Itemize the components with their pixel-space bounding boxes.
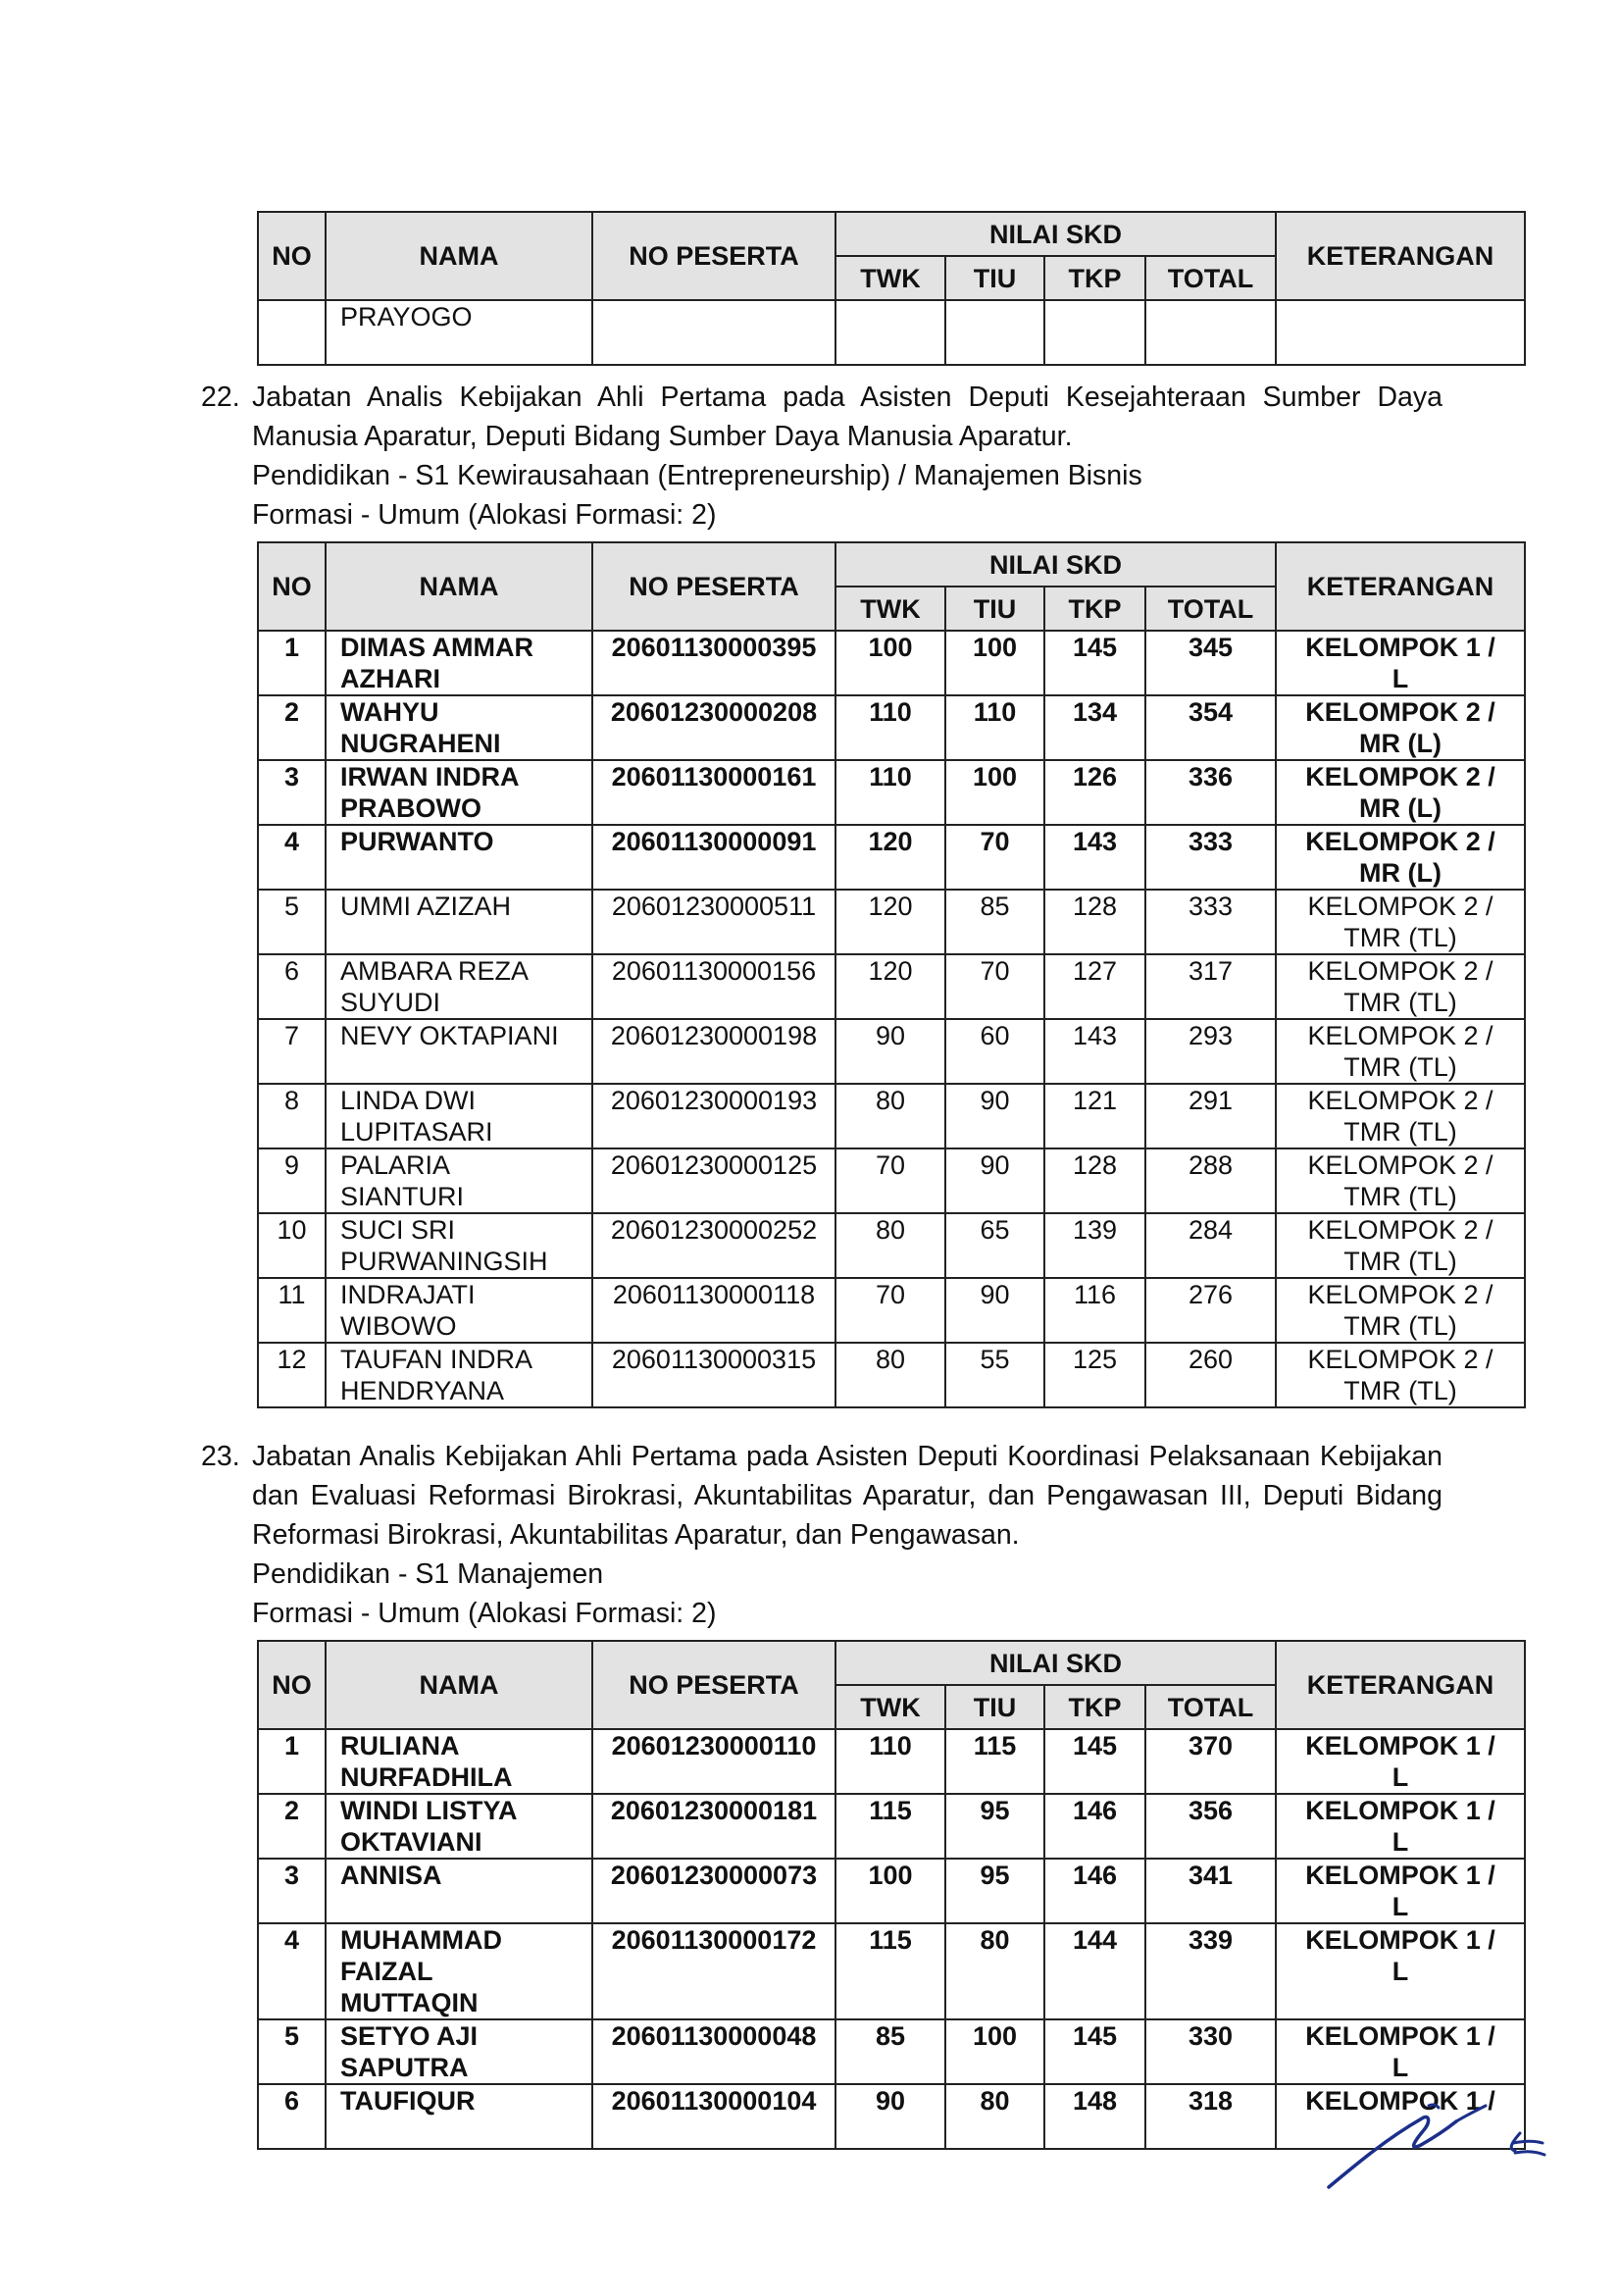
header-nilai-skd: NILAI SKD xyxy=(835,542,1276,587)
cell-twk: 120 xyxy=(835,954,945,1019)
cell-no-peserta: 20601230000252 xyxy=(592,1213,835,1278)
cell-twk: 70 xyxy=(835,1148,945,1213)
cell-tiu: 55 xyxy=(945,1343,1044,1407)
cell-keterangan-line: L xyxy=(1391,1957,1409,1986)
cell-no: 2 xyxy=(258,695,326,760)
header-twk: TWK xyxy=(835,587,945,631)
header-keterangan: KETERANGAN xyxy=(1276,1641,1525,1729)
cell-keterangan xyxy=(1276,954,1525,1019)
cell-nama-line: MUHAMMAD xyxy=(340,1925,502,1955)
cell-keterangan-line: L xyxy=(1391,1892,1409,1921)
cell-no-peserta: 20601230000208 xyxy=(592,695,835,760)
cell-keterangan-line: KELOMPOK 1 / xyxy=(1305,2086,1495,2116)
table-row xyxy=(258,954,1525,1019)
cell-no-peserta: 20601230000073 xyxy=(592,1859,835,1923)
cell-nama xyxy=(326,890,592,954)
cell-keterangan-line: MR (L) xyxy=(1359,858,1442,888)
cell-no: 7 xyxy=(258,1019,326,1084)
table-row xyxy=(258,300,1525,365)
cell-no-peserta: 20601230000193 xyxy=(592,1084,835,1148)
cell-keterangan-line: L xyxy=(1391,1827,1409,1857)
cell-nama-line: AMBARA REZA xyxy=(340,956,530,986)
cell-keterangan-line: KELOMPOK 2 / xyxy=(1307,1086,1493,1115)
cell-tiu: 95 xyxy=(945,1859,1044,1923)
cell-tiu: 90 xyxy=(945,1278,1044,1343)
cell-tkp: 148 xyxy=(1044,2084,1145,2149)
cell-keterangan xyxy=(1276,1794,1525,1859)
cell-keterangan-line: TMR (TL) xyxy=(1343,988,1457,1017)
cell-nama-line: FAIZAL xyxy=(340,1957,433,1986)
cell-nama-line: PRABOWO xyxy=(340,793,481,823)
cell-nama xyxy=(326,2084,592,2149)
cell-tiu: 110 xyxy=(945,695,1044,760)
cell-nama xyxy=(326,1148,592,1213)
cell-total: 293 xyxy=(1145,1019,1276,1084)
cell-no-peserta: 20601130000172 xyxy=(592,1923,835,2019)
cell-keterangan-line: TMR (TL) xyxy=(1343,1247,1457,1276)
section-pendidikan: Pendidikan - S1 Kewirausahaan (Entrepreneurship) / Manajemen Bisnis xyxy=(252,460,1142,491)
cell-keterangan xyxy=(1276,1729,1525,1794)
cell-total: 284 xyxy=(1145,1213,1276,1278)
header-tiu: TIU xyxy=(945,256,1044,300)
header-keterangan: KETERANGAN xyxy=(1276,212,1525,300)
cell-no: 6 xyxy=(258,2084,326,2149)
table-row xyxy=(258,1213,1525,1278)
cell-no: 6 xyxy=(258,954,326,1019)
section-number: 23. xyxy=(201,1441,240,1472)
header-no-peserta: NO PESERTA xyxy=(592,1641,835,1729)
cell-nama-line: WIBOWO xyxy=(340,1311,457,1341)
cell-keterangan xyxy=(1276,1019,1525,1084)
cell-keterangan-line: TMR (TL) xyxy=(1343,1052,1457,1082)
cell-keterangan-line: TMR (TL) xyxy=(1343,1117,1457,1147)
cell-keterangan xyxy=(1276,2019,1525,2084)
cell-no-peserta xyxy=(592,300,835,365)
cell-nama xyxy=(326,1794,592,1859)
cell-total xyxy=(1145,300,1276,365)
table-row xyxy=(258,1019,1525,1084)
cell-keterangan-line: TMR (TL) xyxy=(1343,1182,1457,1211)
cell-twk: 110 xyxy=(835,760,945,825)
cell-keterangan-line: KELOMPOK 2 / xyxy=(1307,1215,1493,1245)
cell-no-peserta: 20601230000125 xyxy=(592,1148,835,1213)
cell-nama-line: SAPUTRA xyxy=(340,2053,469,2082)
cell-tkp: 128 xyxy=(1044,890,1145,954)
cell-keterangan xyxy=(1276,1148,1525,1213)
header-twk: TWK xyxy=(835,1685,945,1729)
cell-nama-line: SUCI SRI xyxy=(340,1215,456,1245)
cell-keterangan-line: KELOMPOK 2 / xyxy=(1307,956,1493,986)
cell-nama xyxy=(326,2019,592,2084)
cell-tkp: 146 xyxy=(1044,1794,1145,1859)
header-nama: NAMA xyxy=(326,212,592,300)
cell-no: 3 xyxy=(258,760,326,825)
header-nilai-skd: NILAI SKD xyxy=(835,1641,1276,1685)
table-row xyxy=(258,825,1525,890)
cell-twk: 120 xyxy=(835,825,945,890)
header-total: TOTAL xyxy=(1145,256,1276,300)
header-tiu: TIU xyxy=(945,1685,1044,1729)
cell-tkp: 127 xyxy=(1044,954,1145,1019)
cell-tiu: 100 xyxy=(945,760,1044,825)
cell-no: 5 xyxy=(258,2019,326,2084)
cell-keterangan-line: MR (L) xyxy=(1359,729,1442,758)
cell-tkp: 121 xyxy=(1044,1084,1145,1148)
cell-keterangan-line: L xyxy=(1391,1762,1409,1792)
cell-tkp: 145 xyxy=(1044,631,1145,695)
cell-total: 356 xyxy=(1145,1794,1276,1859)
header-total: TOTAL xyxy=(1145,1685,1276,1729)
cell-no-peserta: 20601130000091 xyxy=(592,825,835,890)
cell-tiu: 60 xyxy=(945,1019,1044,1084)
cell-keterangan-line: TMR (TL) xyxy=(1343,1376,1457,1405)
cell-keterangan-line: MR (L) xyxy=(1359,793,1442,823)
cell-nama xyxy=(326,1213,592,1278)
cell-tiu: 100 xyxy=(945,2019,1044,2084)
cell-keterangan xyxy=(1276,695,1525,760)
cell-no: 10 xyxy=(258,1213,326,1278)
cell-total: 339 xyxy=(1145,1923,1276,2019)
cell-no-peserta: 20601130000161 xyxy=(592,760,835,825)
cell-nama-line: SUYUDI xyxy=(340,988,441,1017)
header-tkp: TKP xyxy=(1044,587,1145,631)
cell-nama-line: IRWAN INDRA xyxy=(340,762,520,791)
header-no: NO xyxy=(258,212,326,300)
section-pendidikan: Pendidikan - S1 Manajemen xyxy=(252,1558,604,1590)
table-row xyxy=(258,1923,1525,2019)
cell-keterangan xyxy=(1276,1343,1525,1407)
cell-nama-line: ANNISA xyxy=(340,1861,442,1890)
table-row xyxy=(258,1859,1525,1923)
cell-nama-line: PURWANTO xyxy=(340,827,494,856)
cell-no: 11 xyxy=(258,1278,326,1343)
cell-tiu: 85 xyxy=(945,890,1044,954)
cell-nama xyxy=(326,1729,592,1794)
cell-no-peserta: 20601230000181 xyxy=(592,1794,835,1859)
table-row xyxy=(258,760,1525,825)
table-row xyxy=(258,1148,1525,1213)
header-keterangan: KETERANGAN xyxy=(1276,542,1525,631)
cell-keterangan-line: KELOMPOK 2 / xyxy=(1307,1150,1493,1180)
cell-no: 4 xyxy=(258,1923,326,2019)
cell-twk: 90 xyxy=(835,1019,945,1084)
section-formasi: Formasi - Umum (Alokasi Formasi: 2) xyxy=(252,1598,717,1629)
cell-nama xyxy=(326,1923,592,2019)
cell-twk: 115 xyxy=(835,1923,945,2019)
cell-tiu xyxy=(945,300,1044,365)
cell-total: 318 xyxy=(1145,2084,1276,2149)
cell-nama-line: OKTAVIANI xyxy=(340,1827,482,1857)
cell-nama-line xyxy=(340,922,591,953)
cell-nama-line: NURFADHILA xyxy=(340,1762,513,1792)
section-22 xyxy=(201,378,1442,535)
cell-keterangan-line: KELOMPOK 2 / xyxy=(1305,697,1495,727)
cell-keterangan-line: KELOMPOK 2 / xyxy=(1305,827,1495,856)
cell-nama: PRAYOGO xyxy=(326,300,592,365)
cell-total: 276 xyxy=(1145,1278,1276,1343)
section-formasi: Formasi - Umum (Alokasi Formasi: 2) xyxy=(252,499,717,531)
section-title: Jabatan Analis Kebijakan Ahli Pertama pada Asisten Deputi Koordinasi Pelaksanaan Kebijakan dan Evaluasi Reformasi Birokrasi, Akuntabilitas Aparatur, dan Pengawasan III, Deputi Bidang Reformasi Birokrasi, Akuntabilitas Aparatur, dan Pengawasan. xyxy=(252,1441,1442,1551)
cell-no: 1 xyxy=(258,1729,326,1794)
cell-nama-line: DIMAS AMMAR xyxy=(340,633,533,662)
cell-nama xyxy=(326,954,592,1019)
cell-nama-line: UMMI AZIZAH xyxy=(340,892,511,921)
cell-keterangan-line: KELOMPOK 2 / xyxy=(1307,1345,1493,1374)
cell-tkp: 125 xyxy=(1044,1343,1145,1407)
cell-nama-line: MUTTAQIN xyxy=(340,1988,479,2017)
cell-twk: 85 xyxy=(835,2019,945,2084)
cell-no: 9 xyxy=(258,1148,326,1213)
cell-keterangan-line: TMR (TL) xyxy=(1343,1311,1457,1341)
table-row xyxy=(258,1343,1525,1407)
cell-tiu: 90 xyxy=(945,1084,1044,1148)
cell-keterangan xyxy=(1276,631,1525,695)
cell-no-peserta: 20601130000048 xyxy=(592,2019,835,2084)
table-row xyxy=(258,1278,1525,1343)
cell-twk: 100 xyxy=(835,1859,945,1923)
cell-tiu: 70 xyxy=(945,954,1044,1019)
cell-tkp: 146 xyxy=(1044,1859,1145,1923)
cell-twk: 115 xyxy=(835,1794,945,1859)
cell-total: 317 xyxy=(1145,954,1276,1019)
cell-tkp: 126 xyxy=(1044,760,1145,825)
cell-total: 288 xyxy=(1145,1148,1276,1213)
cell-tkp: 143 xyxy=(1044,825,1145,890)
cell-tkp: 128 xyxy=(1044,1148,1145,1213)
cell-keterangan xyxy=(1276,1213,1525,1278)
cell-nama xyxy=(326,760,592,825)
cell-tkp: 116 xyxy=(1044,1278,1145,1343)
signature-paraf xyxy=(1319,2094,1554,2202)
cell-tkp: 145 xyxy=(1044,2019,1145,2084)
cell-keterangan-line: TMR (TL) xyxy=(1343,923,1457,952)
cell-total: 333 xyxy=(1145,825,1276,890)
cell-nama-line: SIANTURI xyxy=(340,1182,465,1211)
results-table-23 xyxy=(257,1640,1526,2150)
cell-no-peserta: 20601130000156 xyxy=(592,954,835,1019)
cell-nama-line xyxy=(340,1051,591,1083)
header-nilai-skd: NILAI SKD xyxy=(835,212,1276,256)
cell-nama xyxy=(326,1084,592,1148)
cell-keterangan xyxy=(1276,1084,1525,1148)
cell-no: 5 xyxy=(258,890,326,954)
cell-keterangan xyxy=(1276,300,1525,365)
cell-tiu: 115 xyxy=(945,1729,1044,1794)
cell-total: 345 xyxy=(1145,631,1276,695)
cell-nama-line: TAUFAN INDRA xyxy=(340,1345,533,1374)
cell-no: 2 xyxy=(258,1794,326,1859)
cell-twk: 70 xyxy=(835,1278,945,1343)
cell-nama xyxy=(326,631,592,695)
section-23 xyxy=(201,1437,1442,1633)
cell-total: 370 xyxy=(1145,1729,1276,1794)
cell-nama xyxy=(326,1859,592,1923)
table-row xyxy=(258,890,1525,954)
cell-nama-line: INDRAJATI xyxy=(340,1280,476,1309)
cell-no: 12 xyxy=(258,1343,326,1407)
cell-tiu: 80 xyxy=(945,2084,1044,2149)
cell-no-peserta: 20601130000315 xyxy=(592,1343,835,1407)
header-no-peserta: NO PESERTA xyxy=(592,542,835,631)
cell-twk: 100 xyxy=(835,631,945,695)
cell-tiu: 95 xyxy=(945,1794,1044,1859)
cell-total: 354 xyxy=(1145,695,1276,760)
cell-keterangan xyxy=(1276,1923,1525,2019)
table-row xyxy=(258,695,1525,760)
cell-tiu: 65 xyxy=(945,1213,1044,1278)
header-no: NO xyxy=(258,1641,326,1729)
cell-keterangan-line: KELOMPOK 1 / xyxy=(1305,1861,1495,1890)
cell-nama-line: WAHYU xyxy=(340,697,439,727)
cell-no-peserta: 20601130000395 xyxy=(592,631,835,695)
cell-nama xyxy=(326,695,592,760)
cell-twk: 80 xyxy=(835,1213,945,1278)
cell-nama-line: RULIANA xyxy=(340,1731,460,1760)
cell-no: 4 xyxy=(258,825,326,890)
cell-tkp: 144 xyxy=(1044,1923,1145,2019)
cell-tkp: 139 xyxy=(1044,1213,1145,1278)
cell-nama-line: PURWANINGSIH xyxy=(340,1247,548,1276)
cell-no-peserta: 20601230000198 xyxy=(592,1019,835,1084)
section-title: Jabatan Analis Kebijakan Ahli Pertama pada Asisten Deputi Kesejahteraan Sumber Daya Manusia Aparatur, Deputi Bidang Sumber Daya Manusia Aparatur. xyxy=(252,382,1442,452)
cell-nama-line: NUGRAHENI xyxy=(340,729,501,758)
cell-nama-line: LINDA DWI xyxy=(340,1086,477,1115)
cell-nama-line: HENDRYANA xyxy=(340,1376,505,1405)
cell-no-peserta: 20601230000511 xyxy=(592,890,835,954)
header-no: NO xyxy=(258,542,326,631)
cell-total: 291 xyxy=(1145,1084,1276,1148)
cell-tkp: 145 xyxy=(1044,1729,1145,1794)
cell-tiu: 90 xyxy=(945,1148,1044,1213)
cell-twk: 120 xyxy=(835,890,945,954)
cell-twk: 80 xyxy=(835,1084,945,1148)
cell-nama-line xyxy=(340,857,591,889)
cell-nama xyxy=(326,1019,592,1084)
section-number: 22. xyxy=(201,382,240,413)
cell-nama-line: PALARIA xyxy=(340,1150,451,1180)
cell-twk xyxy=(835,300,945,365)
cell-total: 333 xyxy=(1145,890,1276,954)
cell-keterangan-line: KELOMPOK 1 / xyxy=(1305,1731,1495,1760)
cell-tkp: 143 xyxy=(1044,1019,1145,1084)
header-no-peserta: NO PESERTA xyxy=(592,212,835,300)
cell-no: 8 xyxy=(258,1084,326,1148)
cell-no: 3 xyxy=(258,1859,326,1923)
cell-nama-line: TAUFIQUR xyxy=(340,2086,476,2116)
cell-twk: 80 xyxy=(835,1343,945,1407)
cell-total: 336 xyxy=(1145,760,1276,825)
cell-keterangan-line: KELOMPOK 1 / xyxy=(1305,633,1495,662)
cell-keterangan-line: KELOMPOK 1 / xyxy=(1305,1925,1495,1955)
cell-nama-line: SETYO AJI xyxy=(340,2021,479,2051)
table-row xyxy=(258,2019,1525,2084)
cell-keterangan-line: KELOMPOK 1 / xyxy=(1305,1796,1495,1825)
cell-nama-line xyxy=(340,1891,591,1922)
table-row xyxy=(258,1794,1525,1859)
cell-keterangan-line: L xyxy=(1391,2053,1409,2082)
cell-keterangan-line: KELOMPOK 2 / xyxy=(1307,1021,1493,1050)
header-nama: NAMA xyxy=(326,1641,592,1729)
cell-nama-line: LUPITASARI xyxy=(340,1117,493,1147)
cell-nama xyxy=(326,1278,592,1343)
cell-keterangan xyxy=(1276,890,1525,954)
header-tiu: TIU xyxy=(945,587,1044,631)
cell-keterangan-line: KELOMPOK 1 / xyxy=(1305,2021,1495,2051)
cell-twk: 110 xyxy=(835,695,945,760)
cell-keterangan xyxy=(1276,825,1525,890)
cell-keterangan xyxy=(1276,1278,1525,1343)
header-tkp: TKP xyxy=(1044,1685,1145,1729)
header-total: TOTAL xyxy=(1145,587,1276,631)
table-row xyxy=(258,1729,1525,1794)
cell-keterangan-line: KELOMPOK 2 / xyxy=(1305,762,1495,791)
results-table-22 xyxy=(257,541,1526,1408)
cell-nama-line: NEVY OKTAPIANI xyxy=(340,1021,559,1050)
cell-twk: 110 xyxy=(835,1729,945,1794)
cell-tiu: 80 xyxy=(945,1923,1044,2019)
cell-total: 341 xyxy=(1145,1859,1276,1923)
cell-tiu: 70 xyxy=(945,825,1044,890)
table-row xyxy=(258,631,1525,695)
cell-total: 260 xyxy=(1145,1343,1276,1407)
header-tkp: TKP xyxy=(1044,256,1145,300)
cell-no: 1 xyxy=(258,631,326,695)
cell-nama-line: AZHARI xyxy=(340,664,440,693)
cell-tkp xyxy=(1044,300,1145,365)
cell-total: 330 xyxy=(1145,2019,1276,2084)
cell-nama-line: WINDI LISTYA xyxy=(340,1796,518,1825)
cell-no xyxy=(258,300,326,365)
cell-nama xyxy=(326,1343,592,1407)
cell-tiu: 100 xyxy=(945,631,1044,695)
continuation-table xyxy=(257,211,1526,366)
cell-nama xyxy=(326,825,592,890)
header-twk: TWK xyxy=(835,256,945,300)
cell-keterangan-line: KELOMPOK 2 / xyxy=(1307,892,1493,921)
cell-keterangan xyxy=(1276,760,1525,825)
cell-keterangan xyxy=(1276,1859,1525,1923)
cell-keterangan-line: KELOMPOK 2 / xyxy=(1307,1280,1493,1309)
cell-no-peserta: 20601130000118 xyxy=(592,1278,835,1343)
cell-keterangan-line: L xyxy=(1391,664,1409,693)
header-nama: NAMA xyxy=(326,542,592,631)
cell-no-peserta: 20601130000104 xyxy=(592,2084,835,2149)
cell-twk: 90 xyxy=(835,2084,945,2149)
table-row xyxy=(258,1084,1525,1148)
cell-tkp: 134 xyxy=(1044,695,1145,760)
cell-no-peserta: 20601230000110 xyxy=(592,1729,835,1794)
